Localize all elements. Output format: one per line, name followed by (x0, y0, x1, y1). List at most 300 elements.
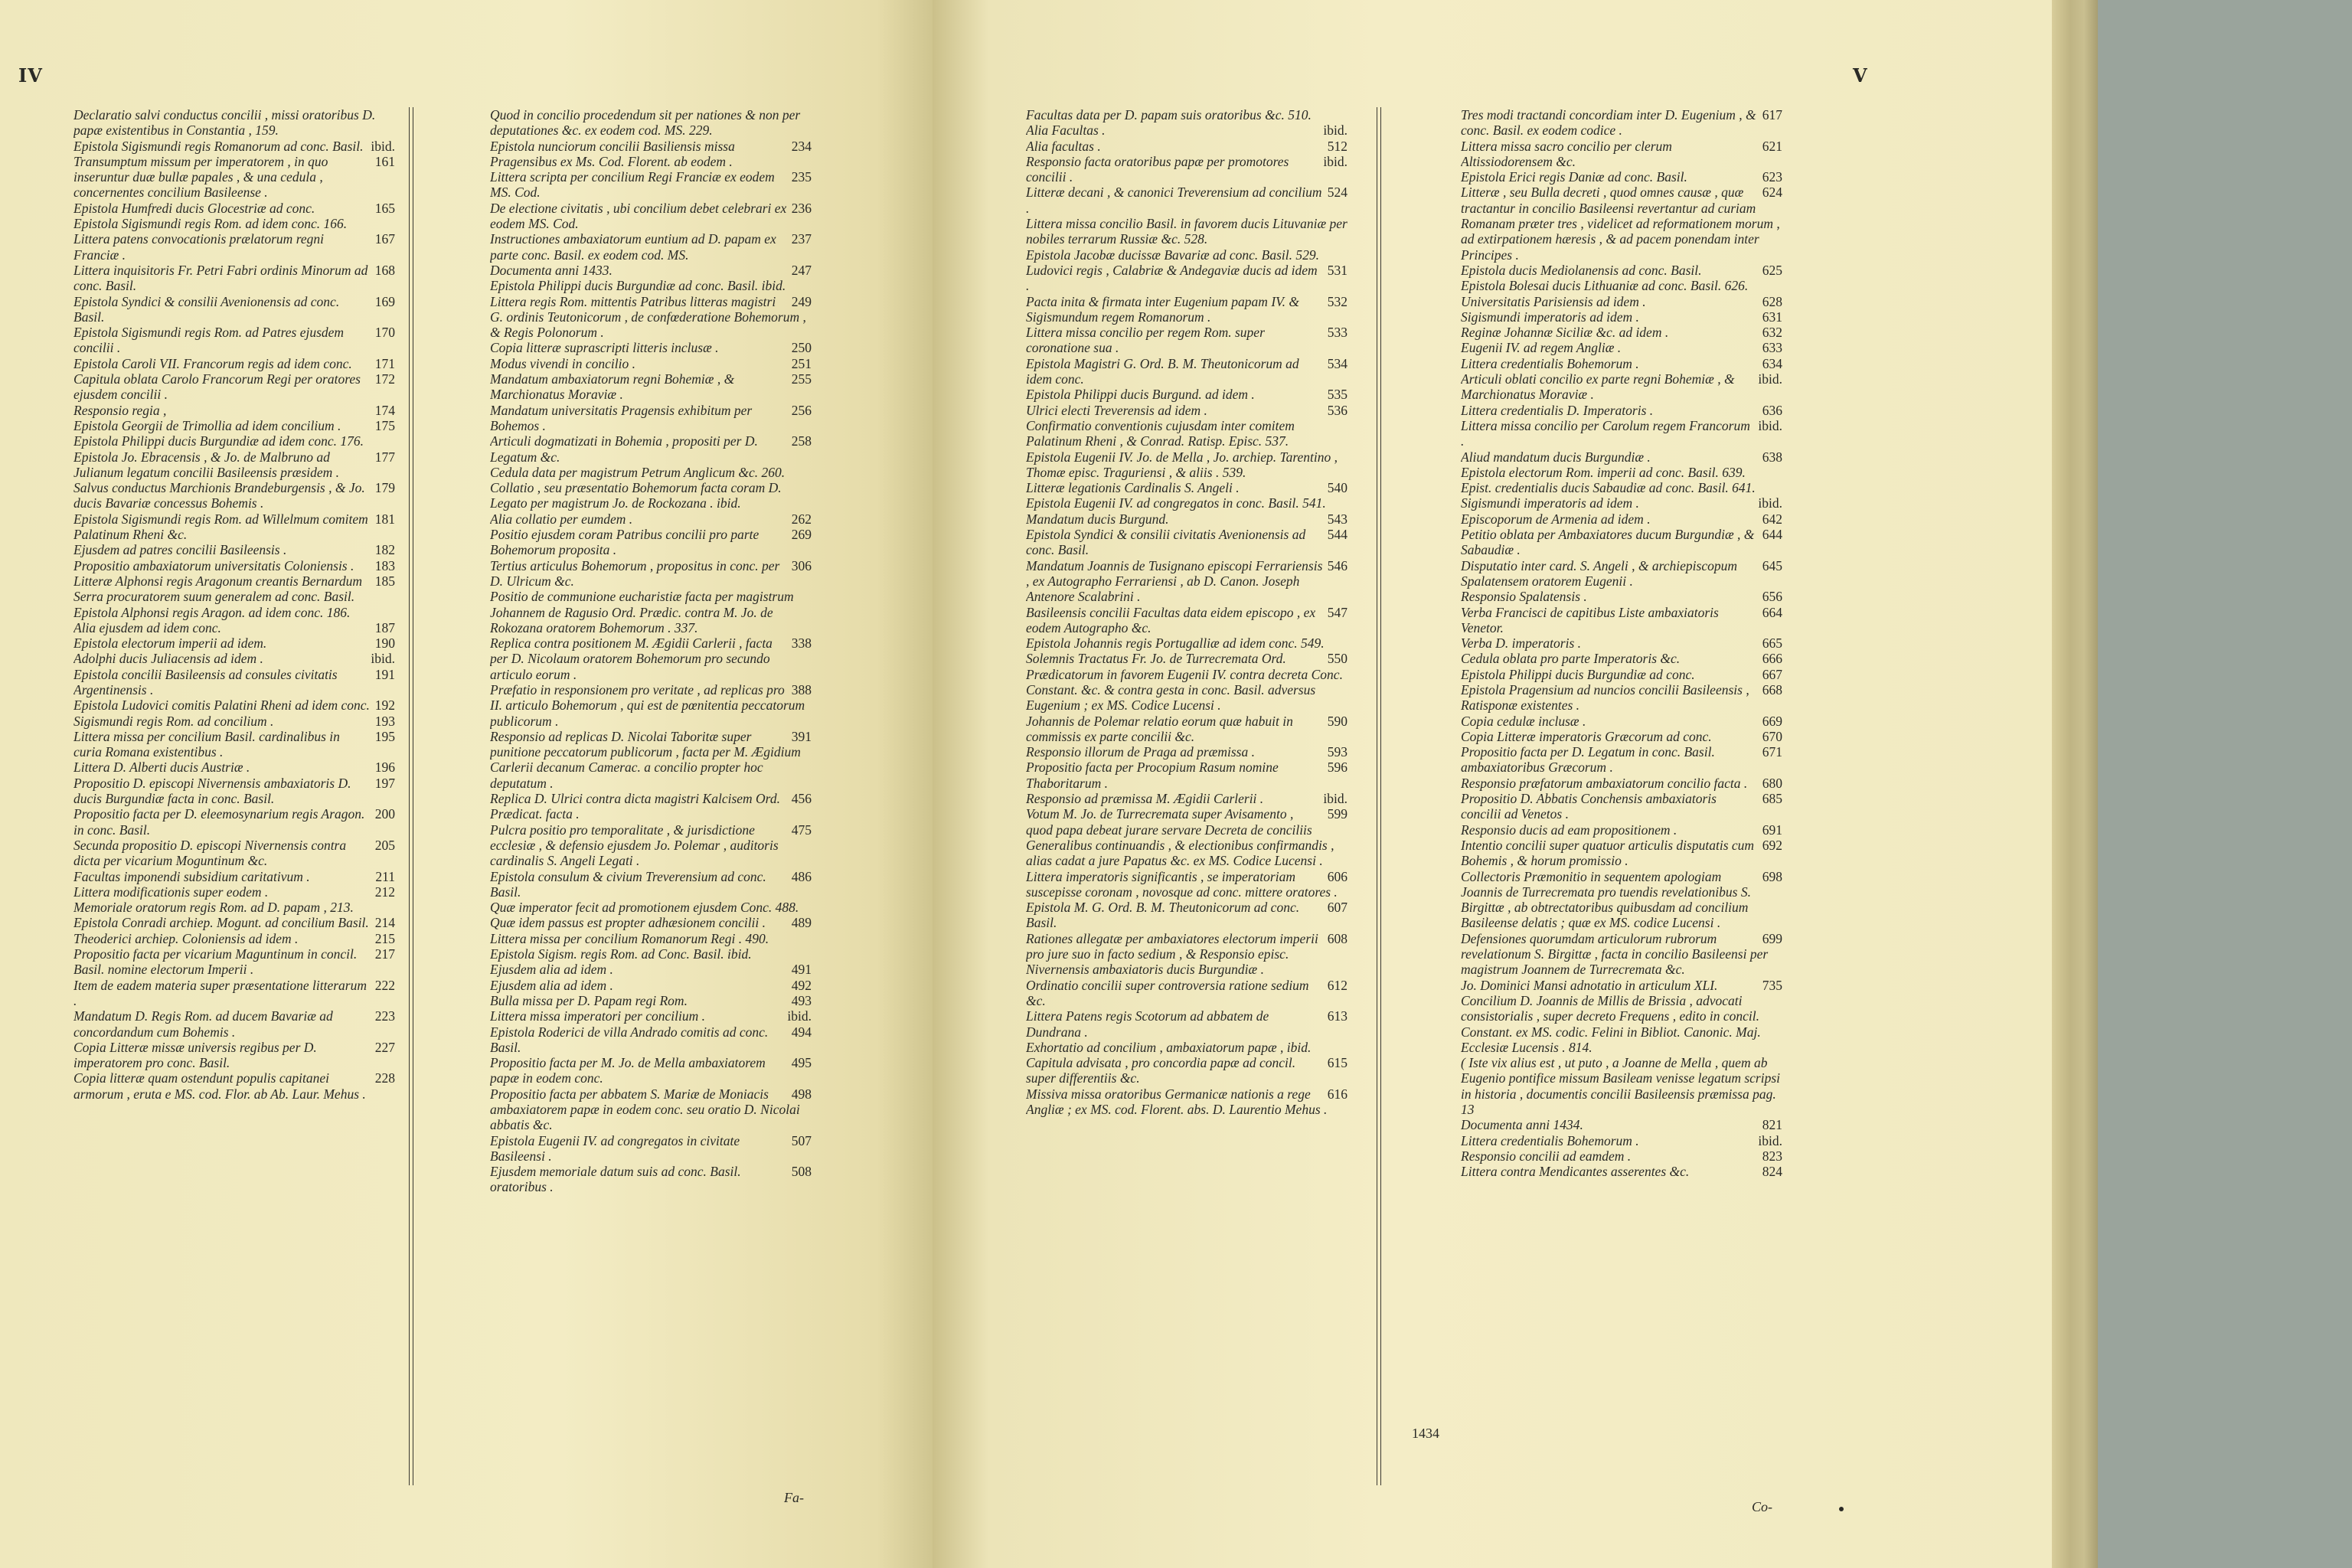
index-entry (1026, 806, 1348, 868)
entry-title: Epistola Jo. Ebracensis , & Jo. de Malbruno ad Julianum legatum concilii Basileensis præsidem . (74, 449, 340, 480)
entry-page-ref: 256 (791, 402, 812, 418)
index-entry (490, 527, 812, 558)
index-entry (1461, 744, 1782, 776)
entry-title: Episcoporum de Armenia ad idem . (1461, 511, 1651, 527)
entry-title: Documenta anni 1433. (490, 262, 612, 278)
entry-title: Memoriale oratorum regis Rom. ad D. papam , 213. (74, 900, 354, 916)
entry-title: Basileensis concilii Facultas data eidem episcopo , ex eodem Autographo &c. (1026, 604, 1316, 635)
entry-title: Responsio regia , (74, 402, 167, 418)
index-entry (74, 511, 395, 543)
index-entry (74, 760, 395, 775)
entry-page-ref: 170 (374, 325, 395, 341)
index-entry (1026, 403, 1348, 418)
index-entry (490, 946, 812, 962)
index-entry (1461, 185, 1782, 262)
entry-title: Facultas data per D. papam suis oratoribus &c. 510. (1026, 107, 1312, 122)
index-entry (490, 403, 812, 434)
entry-title: Petitio oblata per Ambaxiatores ducum Burgundiæ , & Sabaudiæ . (1461, 527, 1755, 558)
index-entry (1026, 714, 1348, 745)
index-entry (1461, 729, 1782, 744)
entry-page-ref: ibid. (371, 651, 395, 667)
entry-title: Epistola electorum imperii ad idem. (74, 635, 267, 652)
entry-page-ref: 196 (374, 760, 395, 776)
entry-page-ref: 633 (1762, 340, 1782, 356)
index-entry (1026, 558, 1348, 605)
entry-page-ref: 612 (1327, 977, 1348, 993)
entry-title: Epistola Philippi ducis Burgundiæ ad conc. (1461, 666, 1695, 682)
index-entry (74, 931, 395, 946)
entry-page-ref: 197 (374, 775, 395, 791)
entry-page-ref: 632 (1762, 325, 1782, 341)
index-entry (1026, 122, 1348, 138)
index-entry (1026, 791, 1348, 806)
entry-title: Ejusdem alia ad idem . (490, 977, 613, 993)
entry-page-ref: 182 (374, 542, 395, 558)
index-entry (1461, 931, 1782, 978)
entry-title: Quod in concilio procedendum sit per nationes & non per deputationes &c. ex eodem cod. MS. 229. (490, 107, 801, 139)
entry-title: Littera credentialis Bohemorum . (1461, 1132, 1639, 1148)
entry-page-ref: 493 (791, 992, 812, 1008)
entry-page-ref: 531 (1327, 262, 1348, 278)
entry-page-ref: 228 (374, 1070, 395, 1086)
entry-title: Concilium D. Joannis de Millis de Brissia , advocati consistorialis , super decreto Frequens , edito in concil. Constant. ex MS. codic. Felini in Bibliot. Canonic. Maj. Ecclesiæ Lucensis . 814. (1461, 992, 1761, 1055)
entry-title: Alia ejusdem ad idem conc. (74, 619, 221, 635)
right-column-2 (1461, 107, 1782, 1531)
index-entry (1026, 418, 1348, 449)
entry-title: Præfatio in responsionem pro veritate , ad replicas pro II. articulo Bohemorum , qui est de pœnitentia peccatorum publicorum . (490, 681, 805, 729)
entry-page-ref: 664 (1762, 604, 1782, 620)
entry-title: Propositio facta per D. Legatum in conc. Basil. ambaxiatoribus Græcorum . (1461, 744, 1715, 776)
entry-page-ref: 486 (791, 868, 812, 884)
index-entry (1461, 558, 1782, 590)
index-entry (1461, 278, 1782, 293)
entry-title: Articuli dogmatizati in Bohemia , propositi per D. Legatum &c. (490, 433, 758, 465)
entry-title: Ejusdem alia ad idem . (490, 962, 613, 978)
index-entry (74, 806, 395, 838)
index-entry (1461, 480, 1782, 495)
column-rule (409, 107, 413, 1485)
entry-page-ref: 669 (1762, 713, 1782, 729)
entry-page-ref: 642 (1762, 511, 1782, 527)
entry-page-ref: 608 (1327, 930, 1348, 946)
entry-title: Aliud mandatum ducis Burgundiæ . (1461, 449, 1651, 465)
index-entry (1026, 900, 1348, 931)
index-entry (490, 371, 812, 403)
entry-page-ref: 546 (1327, 557, 1348, 573)
entry-title: Pacta inita & firmata inter Eugenium papam IV. & Sigismundum regem Romanorum . (1026, 293, 1299, 325)
index-entry (490, 278, 812, 293)
entry-page-ref: 227 (374, 1039, 395, 1055)
marginal-year: 1434 (1412, 1426, 1439, 1441)
entry-page-ref: 489 (791, 915, 812, 931)
index-entry (490, 1164, 812, 1195)
entry-title: Responsio ad replicas D. Nicolai Taboritæ super punitione peccatorum publicorum , facta per M. Ægidium Carlerii decanum Camerac. a concilio propter hoc deputatum . (490, 728, 801, 791)
entry-title: Cedula oblata pro parte Imperatoris &c. (1461, 651, 1681, 667)
entry-title: Declaratio salvi conductus concilii , missi oratoribus D. papæ existentibus in Constantia , 159. (74, 107, 376, 139)
index-entry (74, 915, 395, 930)
entry-title: Defensiones quorumdam articulorum rubrorum revelationum S. Birgittæ , facta in concilio Basileensi per magistrum Joannem de Turrecremata &c. (1461, 930, 1769, 978)
index-entry (490, 822, 812, 869)
index-entry (74, 697, 395, 713)
index-entry (74, 107, 395, 139)
index-entry (490, 791, 812, 822)
entry-title: Epistola M. G. Ord. B. M. Theutonicorum ad conc. Basil. (1026, 900, 1300, 931)
entry-title: Transumptum missum per imperatorem , in quo inseruntur duæ bullæ papales , & una cedula , concernentes concilium Basileense . (74, 153, 328, 201)
entry-title: Epistola Alphonsi regis Aragon. ad idem conc. 186. (74, 604, 351, 620)
index-entry (1461, 1148, 1782, 1164)
index-entry (74, 1040, 395, 1071)
index-entry (74, 201, 395, 216)
entry-title: Epistola Sigismundi regis Rom. ad idem conc. 166. (74, 216, 348, 232)
entry-title: Collectoris Præmonitio in sequentem apologiam Joannis de Turrecremata pro tuendis revelationibus S. Birgittæ , ab obtrectatoribus quibusdam ad concilium Basileense delatis ; quæ ex MS. codice Lucensi . (1461, 868, 1751, 931)
index-entry (1026, 294, 1348, 325)
entry-title: Epistola ducis Mediolanensis ad conc. Basil. (1461, 262, 1702, 278)
entry-page-ref: 547 (1327, 604, 1348, 620)
entry-title: Capitula advisata , pro concordia papæ ad concil. super differentiis &c. (1026, 1055, 1296, 1086)
entry-title: Intentio concilii super quatuor articulis disputatis cum Bohemis , & horum promissio . (1461, 837, 1755, 869)
entry-title: Epistola nunciorum concilii Basiliensis missa Pragensibus ex Ms. Cod. Florent. ab eodem . (490, 138, 735, 169)
entry-title: Eugenii IV. ad regem Angliæ . (1461, 340, 1622, 356)
left-page (0, 0, 933, 1568)
entry-page-ref: 668 (1762, 681, 1782, 697)
entry-title: Verba Francisci de capitibus Liste ambaxiatoris Venetor. (1461, 604, 1719, 635)
entry-title: Verba D. imperatoris . (1461, 635, 1582, 652)
index-entry (1026, 495, 1348, 511)
entry-title: Ejusdem memoriale datum suis ad conc. Basil. oratoribus . (490, 1164, 741, 1195)
entry-title: Littera missa concilio Basil. in favorem ducis Lituvaniæ per nobiles terrarum Russiæ &c. 528. (1026, 216, 1348, 247)
entry-title: Salvus conductus Marchionis Brandeburgensis , & Jo. ducis Bavariæ concessus Bohemis . (74, 480, 365, 511)
entry-page-ref: 177 (374, 449, 395, 465)
index-entry (1461, 169, 1782, 185)
index-entry (1026, 605, 1348, 636)
entry-title: Copia cedulæ inclusæ . (1461, 713, 1586, 729)
entry-title: Epistola Philippi ducis Burgund. ad idem . (1026, 387, 1255, 403)
entry-page-ref: 195 (374, 728, 395, 744)
index-entry (74, 900, 395, 915)
entry-title: Epistola consulum & civium Treverensium ad conc. Basil. (490, 868, 766, 900)
entry-page-ref: 269 (791, 527, 812, 543)
index-entry (490, 1055, 812, 1086)
index-entry (1461, 356, 1782, 371)
entry-page-ref: 623 (1762, 169, 1782, 185)
entry-title: Epistola Jacobæ ducissæ Bavariæ ad conc. Basil. 529. (1026, 247, 1320, 263)
index-entry (1461, 667, 1782, 682)
catchword: Fa- (784, 1490, 804, 1505)
index-entry (1461, 340, 1782, 355)
index-entry (1461, 139, 1782, 170)
index-entry (490, 635, 812, 682)
entry-title: Sigismundi imperatoris ad idem . (1461, 309, 1639, 325)
entry-page-ref: 535 (1327, 387, 1348, 403)
entry-page-ref: 544 (1327, 527, 1348, 543)
entry-title: Epistola Johannis regis Portugalliæ ad idem conc. 549. (1026, 635, 1325, 652)
index-entry (490, 978, 812, 993)
entry-title: Reginæ Johannæ Siciliæ &c. ad idem . (1461, 325, 1669, 341)
index-entry (74, 325, 395, 356)
entry-page-ref: 222 (374, 977, 395, 993)
entry-title: Articuli oblati concilio ex parte regni Bohemiæ , & Marchionatus Moraviæ . (1461, 371, 1735, 403)
entry-page-ref: 670 (1762, 728, 1782, 744)
entry-title: Epistola Sigismundi regis Rom. ad Patres ejusdem concilii . (74, 325, 345, 356)
entry-title: Responsio ad præmissa M. Ægidii Carlerii . (1026, 791, 1264, 807)
entry-title: Epistola Sigismundi regis Rom. ad Willelmum comitem Palatinum Rheni &c. (74, 511, 368, 543)
entry-title: Littera missa sacro concilio per clerum Altissiodorensem &c. (1461, 138, 1672, 169)
entry-page-ref: 616 (1327, 1086, 1348, 1102)
entry-title: Epistola Bolesai ducis Lithuaniæ ad conc. Basil. 626. (1461, 278, 1749, 294)
entry-title: Quæ imperator fecit ad promotionem ejusdem Conc. 488. (490, 900, 799, 916)
index-entry (1026, 263, 1348, 294)
index-entry (1461, 993, 1782, 1055)
index-entry (1461, 589, 1782, 604)
index-entry (490, 900, 812, 915)
index-entry (1461, 511, 1782, 527)
index-entry (490, 869, 812, 900)
entry-title: Littera missa per concilium Basil. cardinalibus in curia Romana existentibus . (74, 728, 340, 760)
index-entry (1461, 1117, 1782, 1132)
entry-page-ref: 494 (791, 1024, 812, 1040)
entry-title: Ejusdem ad patres concilii Basileensis . (74, 542, 287, 558)
index-entry (490, 931, 812, 946)
entry-page-ref: 821 (1762, 1117, 1782, 1133)
index-entry (490, 729, 812, 791)
entry-title: Littera patens convocationis prælatorum regni Franciæ . (74, 231, 324, 263)
entry-title: Responsio concilii ad eamdem . (1461, 1148, 1632, 1164)
index-entry (74, 216, 395, 231)
entry-title: Mandatum Joannis de Tusignano episcopi Ferrariensis , ex Autographo Ferrariensi , ab D. Canon. Joseph Antenore Scalabrini . (1026, 557, 1323, 605)
ink-dot (1839, 1507, 1844, 1511)
entry-title: Disputatio inter card. S. Angeli , & archiepiscopum Spalatensem oratorem Eugenii . (1461, 557, 1737, 589)
entry-title: Exhortatio ad concilium , ambaxiatorum papæ , ibid. (1026, 1039, 1312, 1055)
entry-title: Littera scripta per concilium Regi Franciæ ex eodem MS. Cod. (490, 169, 775, 201)
entry-page-ref: 543 (1327, 511, 1348, 527)
entry-title: Copia Litteræ missæ universis regibus per D. imperatorem pro conc. Basil. (74, 1039, 317, 1071)
entry-title: Alia collatio per eumdem . (490, 511, 633, 527)
index-entry (490, 682, 812, 729)
entry-page-ref: 175 (374, 417, 395, 433)
entry-title: Missiva missa oratoribus Germanicæ nationis a rege Angliæ ; ex MS. cod. Florent. abs. D. Laurentio Mehus . (1026, 1086, 1328, 1117)
book-fore-edge (2052, 0, 2098, 1568)
index-entry (1026, 511, 1348, 527)
entry-title: Universitatis Parisiensis ad idem . (1461, 293, 1646, 309)
entry-page-ref: ibid. (1758, 417, 1782, 433)
entry-title: ( Iste vix alius est , ut puto , a Joanne de Mella , quem ab Eugenio pontifice missum Basileam venisse legatum scripsi in historia , documentis concilii Basileensis præmissa pag. 13 (1461, 1055, 1781, 1117)
index-entry (1026, 744, 1348, 760)
index-entry (74, 449, 395, 481)
entry-title: Solemnis Tractatus Fr. Jo. de Turrecremata Ord. Prædicatorum in favorem Eugenii IV. contra decreta Conc. Constant. &c. & contra gesta in conc. Basil. adversus Eugenium ; ex MS. Codice Lucensi . (1026, 651, 1343, 714)
entry-page-ref: 255 (791, 371, 812, 387)
entry-title: Litteræ decani , & canonici Treverensium ad concilium . (1026, 185, 1322, 216)
index-entry (490, 589, 812, 635)
right-column-1 (1026, 107, 1348, 1531)
index-entry (74, 729, 395, 760)
entry-page-ref: 212 (374, 884, 395, 900)
entry-page-ref: 636 (1762, 402, 1782, 418)
entry-page-ref: 699 (1762, 930, 1782, 946)
index-entry (1026, 1008, 1348, 1040)
entry-page-ref: 613 (1327, 1008, 1348, 1024)
entry-title: Littera missa concilio per regem Rom. super coronatione sua . (1026, 325, 1265, 356)
left-column-1 (74, 107, 395, 1531)
index-entry (74, 605, 395, 620)
index-entry (1026, 139, 1348, 154)
entry-page-ref: 174 (374, 402, 395, 418)
index-entry (1461, 838, 1782, 869)
entry-page-ref: 338 (791, 635, 812, 652)
index-entry (1026, 527, 1348, 558)
entry-page-ref: 492 (791, 977, 812, 993)
index-entry (490, 139, 812, 170)
entry-page-ref: 235 (791, 169, 812, 185)
entry-page-ref: 236 (791, 200, 812, 216)
entry-title: Littera imperatoris significantis , se imperatoriam suscepisse coronam , novosque ad conc. mittere oratores . (1026, 868, 1338, 900)
entry-page-ref: 533 (1327, 325, 1348, 341)
entry-page-ref: 172 (374, 371, 395, 387)
entry-page-ref: 251 (791, 355, 812, 371)
entry-page-ref: 205 (374, 837, 395, 853)
index-entry (74, 884, 395, 900)
index-entry (1026, 216, 1348, 247)
entry-title: Epistola Eugenii IV. ad congregatos in conc. Basil. 541. (1026, 495, 1326, 511)
entry-title: Epistola Syndici & consilii civitatis Avenionensis ad conc. Basil. (1026, 527, 1306, 558)
index-entry (74, 418, 395, 433)
index-entry (1026, 185, 1348, 216)
index-entry (74, 542, 395, 557)
index-entry (490, 433, 812, 465)
entry-page-ref: 192 (374, 697, 395, 714)
entry-page-ref: 524 (1327, 185, 1348, 201)
entry-title: Epistola Magistri G. Ord. B. M. Theutonicorum ad idem conc. (1026, 355, 1299, 387)
entry-page-ref: 624 (1762, 185, 1782, 201)
entry-title: Epist. credentialis ducis Sabaudiæ ad conc. Basil. 641. (1461, 480, 1756, 496)
catchword: Co- (1752, 1499, 1772, 1514)
index-entry (1461, 449, 1782, 465)
entry-title: Instructiones ambaxiatorum euntium ad D. papam ex parte conc. Basil. ex eodem cod. MS. (490, 231, 776, 263)
entry-title: Documenta anni 1434. (1461, 1117, 1583, 1133)
index-entry (490, 340, 812, 355)
entry-title: Propositio D. episcopi Nivernensis ambaxiatoris D. ducis Burgundiæ facta in conc. Basil. (74, 775, 351, 807)
entry-page-ref: 190 (374, 635, 395, 652)
index-entry (74, 371, 395, 403)
entry-title: Littera missa imperatori per concilium . (490, 1008, 705, 1024)
entry-title: Alia Facultas . (1026, 122, 1106, 139)
entry-title: Littera D. Alberti ducis Austriæ . (74, 760, 250, 776)
index-entry (490, 1024, 812, 1056)
entry-page-ref: 607 (1327, 900, 1348, 916)
entry-title: Propositio facta per D. eleemosynarium regis Aragon. in conc. Basil. (74, 806, 365, 838)
entry-title: Positio ejusdem coram Patribus concilii pro parte Bohemorum proposita . (490, 527, 760, 558)
entry-page-ref: 167 (374, 231, 395, 247)
entry-page-ref: 187 (374, 619, 395, 635)
entry-page-ref: 532 (1327, 293, 1348, 309)
index-entry (1026, 449, 1348, 481)
index-entry (1026, 154, 1348, 185)
entry-title: Epistola Eugenii IV. Jo. de Mella , Jo. archiep. Tarentino , Thomæ episc. Traguriensi , & aliis . 539. (1026, 449, 1338, 480)
index-entry (1026, 356, 1348, 387)
entry-page-ref: 606 (1327, 868, 1348, 884)
index-entry (1026, 651, 1348, 713)
entry-page-ref: 185 (374, 573, 395, 589)
entry-page-ref: 596 (1327, 760, 1348, 776)
index-entry (1461, 294, 1782, 309)
entry-page-ref: 217 (374, 946, 395, 962)
index-entry (490, 169, 812, 201)
index-entry (74, 263, 395, 294)
entry-title: Littera inquisitoris Fr. Petri Fabri ordinis Minorum ad conc. Basil. (74, 262, 368, 294)
entry-page-ref: 625 (1762, 262, 1782, 278)
entry-title: Littera credentialis Bohemorum . (1461, 355, 1639, 371)
entry-page-ref: 698 (1762, 868, 1782, 884)
entry-page-ref: 680 (1762, 775, 1782, 791)
entry-page-ref: 824 (1762, 1164, 1782, 1180)
index-entry (74, 667, 395, 698)
entry-page-ref: 215 (374, 930, 395, 946)
entry-page-ref: 671 (1762, 744, 1782, 760)
index-entry (1461, 978, 1782, 993)
entry-title: Tres modi tractandi concordiam inter D. Eugenium , & conc. Basil. ex eodem codice . (1461, 107, 1756, 139)
index-entry (1026, 1086, 1348, 1118)
index-entry (74, 620, 395, 635)
entry-title: Mandatum D. Regis Rom. ad ducem Bavariæ ad concordandum cum Bohemis . (74, 1008, 333, 1040)
entry-page-ref: 165 (374, 200, 395, 216)
left-column-2 (490, 107, 812, 1531)
index-entry (490, 480, 812, 511)
entry-title: Responsio illorum de Praga ad præmissa . (1026, 744, 1255, 760)
entry-page-ref: 507 (791, 1132, 812, 1148)
entry-title: Confirmatio conventionis cujusdam inter comitem Palatinum Rheni , & Conrad. Ratisp. Episc. 537. (1026, 417, 1295, 449)
index-entry (1461, 418, 1782, 449)
index-entry (74, 1008, 395, 1040)
entry-title: Epistola Roderici de villa Andrado comitis ad conc. Basil. (490, 1024, 769, 1055)
index-entry (490, 962, 812, 977)
entry-title: Littera credentialis D. Imperatoris . (1461, 402, 1654, 418)
entry-title: Epistola concilii Basileensis ad consules civitatis Argentinensis . (74, 666, 338, 697)
entry-page-ref: 823 (1762, 1148, 1782, 1164)
index-entry (490, 1008, 812, 1024)
entry-title: Littera missa concilio per Carolum regem Francorum . (1461, 417, 1750, 449)
entry-page-ref: ibid. (787, 1008, 812, 1024)
index-entry (1461, 635, 1782, 651)
entry-page-ref: 193 (374, 713, 395, 729)
index-entry (490, 1133, 812, 1165)
index-entry (490, 201, 812, 232)
entry-page-ref: 495 (791, 1055, 812, 1071)
index-entry (74, 403, 395, 418)
index-entry (1461, 465, 1782, 480)
entry-page-ref: 645 (1762, 557, 1782, 573)
entry-page-ref: 550 (1327, 651, 1348, 667)
entry-page-ref: 634 (1762, 355, 1782, 371)
entry-page-ref: 169 (374, 293, 395, 309)
entry-title: Epistola Sigism. regis Rom. ad Conc. Basil. ibid. (490, 946, 752, 962)
entry-page-ref: ibid. (1323, 791, 1348, 807)
right-page (933, 0, 2052, 1568)
index-entry (1026, 480, 1348, 495)
entry-title: Collatio , seu præsentatio Bohemorum facta coram D. Legato per magistrum Jo. de Rockozana . ibid. (490, 480, 782, 511)
entry-page-ref: 250 (791, 340, 812, 356)
index-entry (1461, 822, 1782, 838)
entry-page-ref: 223 (374, 1008, 395, 1024)
entry-title: Johannis de Polemar relatio eorum quæ habuit in commissis ex parte concilii &c. (1026, 713, 1293, 744)
entry-page-ref: 391 (791, 728, 812, 744)
index-entry (74, 356, 395, 371)
entry-title: Replica D. Ulrici contra dicta magistri Kalcisem Ord. Prædicat. facta . (490, 791, 780, 822)
entry-page-ref: 262 (791, 511, 812, 527)
entry-page-ref: ibid. (1323, 122, 1348, 139)
entry-page-ref: 475 (791, 822, 812, 838)
entry-title: Epistola Caroli VII. Francorum regis ad idem conc. (74, 355, 352, 371)
entry-title: Rationes allegatæ per ambaxiatores electorum imperii pro jure suo in facto sedium , & Responsio episc. Nivernensis ambaxiatoris ducis Burgundiæ . (1026, 930, 1318, 978)
index-entry (74, 433, 395, 449)
